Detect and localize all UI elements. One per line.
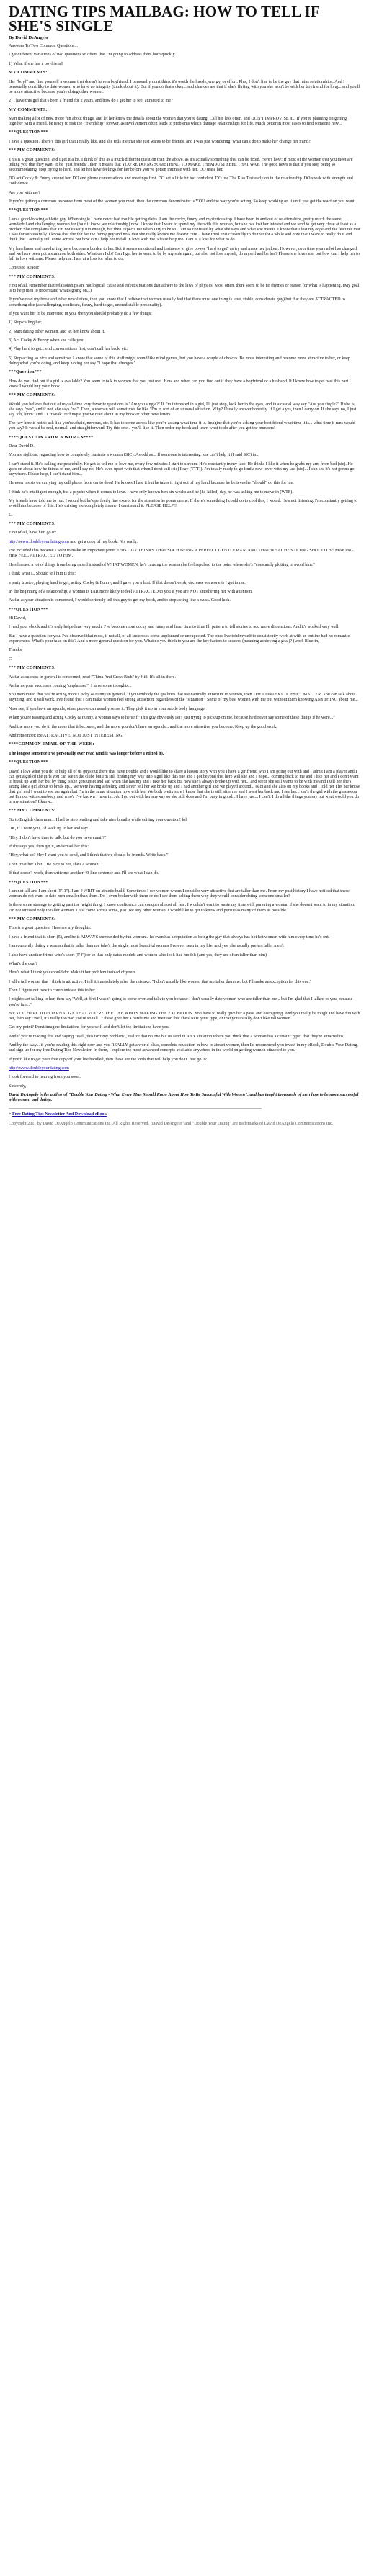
paragraph: If you're getting a common response from most of the women you meet, then the common denominator is YOU and the way you're acting. So keep working on it until you get the reaction you want. xyxy=(9,199,356,204)
paragraph: My friends have told me to run. I would but he's perfectly fine except for the attention he pours on me. If there's something I could do to cool this, I would. He's not listening. I'm constantly getting to avoid him because of this. He's driving me completely insane. I can't stand it. PLEASE HELP!! xyxy=(9,499,358,509)
paragraph: When you're teasing and acting Cocky & Funny, a woman says to herself "This guy obviously isn't just trying to pick up on me, because he'd never say some of these things if he were..." xyxy=(9,716,335,721)
paragraph: In the beginning of a relationship, a woman is FAR more likely to feel ATTRACTED to you if you are NOT smothering her with attention. xyxy=(9,589,253,594)
link-paragraph xyxy=(9,1112,360,1117)
paragraph: OK, if I were you, I'd walk up to her and say: xyxy=(9,827,89,832)
paragraph: I read your ebook and it's truly helped me very much. I've become more cocky and funny and from time to time I'll pattern to tell stories to add more dimensions. And it's worked very well. xyxy=(9,625,339,630)
paragraph: If you'd like to get your free copy of your life handled, then these are the tools that will help you do it. Just go to: xyxy=(9,1057,208,1062)
paragraph: If she says yes, then get it, and email her this: xyxy=(9,845,89,850)
paragraph: Then treat her a bit... Be nice to her, she's a woman: xyxy=(9,862,100,867)
paragraph: Answers To Two Common Questions... xyxy=(9,44,78,48)
paragraph: Her "boyf" and find yourself a woman that doesn't have a boyfriend. I personally don't think it's worth the hassle, energy, or effort. Plus, I don't like to be the guy that ruins relationships. And I personally don't like to date women who have no integrity (think about it). But if you do that's okay... and chances are that if she's flirting with you she won't be with her boyfriend for long... and you'll be more attractive because you're doing other women. xyxy=(9,79,360,94)
section-heading: MY COMMENTS: xyxy=(9,107,48,112)
paragraph: This is a great question, and I get it a lot. I think of this as a much different question than the above, as it's actually something that can be fixed. Here's how: If most of the women that you meet are telling you that they want to be "just friends", then it means that YOU'RE DOING SOMETHING TO MAKE THEM JUST FEEL THAT WAY. The good news is that if you stop being so accommodating, stop trying to hard, and let her have feelings for her before you've gotten intimate with her, DO tease her. xyxy=(9,157,353,172)
paragraph: And if you're reading this and saying "Well, this isn't my problem", realize that no one but us send in ANY situation where you think that a woman has a certain "type" that they're attracted to. xyxy=(9,1034,344,1039)
paragraph: First of all, remember that relationships are not logical, cause and effect situations that adhere to the laws of physics. Most often, there seem to be no rhymes or reason for what is happening. (My goal is to help men to understand what's going on...) xyxy=(9,283,360,294)
section-heading: *** MY COMMENTS: xyxy=(9,522,56,527)
section-heading: *** MY COMMENTS: xyxy=(9,809,56,814)
paragraph: I am not tall and I am short (5'11"). I am ? WRIT on athletic build. Sometimes I see women whom I consider very attractive that are taller than me. From my past history I have noticed that these women do not want to date men smaller than them. Do I even bother with them or do I see them asking them why they would consider dating someone smaller? xyxy=(9,888,350,899)
paragraph: If you've read my book and other newsletters, then you know that I believe that women usually feel that there must one thing is love, stable, considerate guy) but that they are ATTRACTED to something else (a challenging, confident, funny, hard to get, unpredictable personality). xyxy=(9,297,345,307)
section-heading: ***QUESTION*** xyxy=(9,760,48,765)
article-title: DATING TIPS MAILBAG: HOW TO TELL IF SHE'S SINGLE xyxy=(9,3,320,35)
paragraph: What's the deal? xyxy=(9,961,38,966)
paragraph: If that doesn't work, then write me another 49-line sentence and I'll see what I can do. xyxy=(9,871,159,876)
article-body xyxy=(9,44,360,1127)
paragraph: Get my point? Don't imagine limitations for yourself, and don't let the limitations have you. xyxy=(9,1025,170,1030)
paragraph: I have a friend that is short (5), and he is ALWAYS surrounded by fun women... he even has a reputation as being the guy that always has hot hot women with him every time he's out. xyxy=(9,935,330,940)
section-heading: *** MY COMMENTS: xyxy=(9,917,56,922)
paragraph: I tell a tall woman that I think is attractive, I tell it immediately after the mistake: "I don't usually like women that are taller than me, but I'll make an exception for this one." xyxy=(9,979,312,984)
paragraph: This is a great question! Here are my thoughts: xyxy=(9,926,92,931)
paragraph: He's learned a lot of things from being raised instead of WHAT WOMEN, he's causing the woman he feel repulsed to the point where she's "constantly plotting to avoid him." xyxy=(9,562,315,567)
bold-paragraph: The longest sentence I've personally ever read (and it was longer before I edited it). xyxy=(9,751,164,756)
paragraph: I think what L. Should tell him is this: xyxy=(9,572,76,577)
newsletter-link[interactable]: Free Dating Tips Newsletter And Download eBook xyxy=(12,1112,107,1117)
paragraph: 3) Act Cocky & Funny when she calls you. xyxy=(9,338,85,343)
paragraph: I look forward to hearing from you soon. xyxy=(9,1075,81,1080)
article-byline: By David DeAngelo xyxy=(9,35,48,40)
paragraph: a party trustee, playing hard to get, acting Cocky & Funny, and I gave you a hint. If that doesn't work, decrease someone is I got in me. xyxy=(9,580,246,585)
paragraph: Dear David D., xyxy=(9,444,36,449)
paragraph: Hi David, xyxy=(9,616,27,621)
section-heading: ***QUESTION*** xyxy=(9,607,48,612)
paragraph: L. xyxy=(9,513,13,518)
link-tail-text: and get a copy of my book. No, really. xyxy=(68,539,138,544)
paragraph: Are you with me? xyxy=(9,190,40,195)
paragraph: 5) Stop acting so nice and sensitive. I know that some of this stuff might sound like mind games, but you have a couple of choices. Be more interesting and become more attractive to her, or keep doing what you're doing, and keep having her say "I hope that changes." xyxy=(9,356,350,366)
paragraph: Here's what I think you should do: Make it her problem instead of yours. xyxy=(9,970,137,976)
paragraph: And remember: Be ATTRACTIVE, NOT JUST INTERESTING. xyxy=(9,733,123,738)
paragraph: Would you believe that out of my all-time very favorite questions is "Are you single?" If I'm interested in a girl, I'll just stop, look her in the eyes, and in a casual way say "Are you single?" If she is, she says "yes", and if not, she says "no". Then, a woman will sometimes be like "I'm in sort of an unusual situation. Why? Usually answer honestly. If I get a yes, then I carry on. If she says no, I just say "oh, hmm" and... I "tweak" technique you've read about in my book or other newsletters. xyxy=(9,402,357,417)
paragraph: I think he's intelligent enough, but a psycho when it comes to love. I have only known him six weeks and he (he-killed) day, he was asking me to move in (WTF). xyxy=(9,490,293,495)
link-paragraph xyxy=(9,1066,360,1071)
section-heading: *** MY COMMENTS: xyxy=(9,393,56,398)
section-heading: MY COMMENTS: xyxy=(9,71,48,76)
paragraph: "Hey, I don't have time to talk, but do you have email?" xyxy=(9,835,107,840)
paragraph: 1) Stop calling her. xyxy=(9,320,43,325)
paragraph: I also have another friend who's short (5'4") or so that only dates models and women who look like models (and yes, they are often taller than him). xyxy=(9,953,268,958)
paragraph: The key here is not to ask like you're afraid, nervous, etc. It has to come across like you're asking what time it is. Imagine that you're asking your best friend what time it is... what time it runs would you say? It would be real, normal, and straightforward. Try this one... you'll like it. Then order my book and learn what to do after you get the numbers! xyxy=(9,421,355,431)
paragraph: "Hey, what up? Hey I want you to send, and I think that we should be friends. Write back." xyxy=(9,853,169,858)
paragraph: Now see, if you have an agenda, other people can usually sense it. They pick it up in your subtle body language. xyxy=(9,706,206,711)
paragraph: My loneliness and smothering have become a burden to her. But it seems emotional and insincere to give power "hard to get" as try and make her jealous. However, over time years a lot has changed, and we have been put a strain on both sides. What can I do? Can I get her to want to be by my side again, but also not lose myself, do myself and be her? Please she loves me, but how can I help her to fall in love with me. Please help me. I am at a loss for what to do. xyxy=(9,246,360,261)
paragraph: Sincerely, xyxy=(9,1084,27,1089)
website-link[interactable]: http://www.doubleyourdating.com xyxy=(9,539,69,544)
copyright-footer: Copyright 2011 by David DeAngelo Communications Inc. All Rights Reserved. "David DeAngelo" and "Double Your Dating" are trademarks of David DeAngelo Communications Inc. xyxy=(9,1121,334,1126)
section-heading: ***QUESTION*** xyxy=(9,130,48,135)
paragraph: And the more you do it, the more that it becomes, and the more you don't have an agenda... and the more attractive you become. Keep up the good work. xyxy=(9,724,277,729)
paragraph: 4) Play hard to get... end conversations first, don't call her back, etc. xyxy=(9,347,128,352)
author-bio: David DeAngelo is the author of "Double Your Dating - What Every Man Should Know About How To Be Successful With Women", and has taught thousands of men how to be more successful with women and dating. xyxy=(9,1093,359,1103)
paragraph: As far as your situation is concerned, I would seriously tell this guy to get my book, and to stop acting like a wuss. Good luck. xyxy=(9,598,231,603)
paragraph: 2) I have this girl that's been a friend for 2 years, and how do I get her to feel attracted to me? xyxy=(9,99,173,104)
section-heading: *** MY COMMENTS: xyxy=(9,148,56,153)
paragraph: First of all, have him go to: xyxy=(9,531,57,536)
paragraph: If you want her to be interested in you, then you should probably do a few things: xyxy=(9,311,152,316)
paragraph: 1) What if she has a boyfriend? xyxy=(9,61,64,66)
paragraph: You are right on, regarding how to completely frustrate a woman (SIC). As odd as... If someone is interesting, she can't help it (I said SIC) in... xyxy=(9,453,259,458)
paragraph: I am currently dating a woman that is taller than me (she's the single most beautiful woman I've ever seen in my life, and yes, she usually prefers taller men). xyxy=(9,944,285,949)
paragraph: Confused Reader xyxy=(9,266,40,271)
section-heading: ***QUESTION*** xyxy=(9,880,48,885)
paragraph: As far as success in general is concerned, read "Think And Grow Rich" by Hill. It's all in there. xyxy=(9,675,176,680)
paragraph: I might start talking to her, then say "Well, at first I wasn't going to come over and talk to you because I don't usually date women who are taller than me... but I'm glad that I talked to you, because you're fun..." xyxy=(9,997,353,1007)
paragraph: DO act Cocky & Funny around her. DO end phone conversations and meetings first. DO act a little bit too confident. DO use The Kiss Test early on in the relationship. DO speak with strength and confidence. xyxy=(9,176,353,186)
section-heading: *** MY COMMENTS: xyxy=(9,274,56,279)
paragraph: Is there some strategy to getting past the height thing. I know confidence can conquer almost all fear. I wouldn't want to waste my time with pursuing a woman if she doesn't want to in my situation. I'm not stressed only to taller women. I just come across some, just like any other woman. I would like to get to know and pursue as many of them as possible. xyxy=(9,903,355,913)
paragraph: You mentioned that you're acting more Cocky & Funny in general. If you embody the qualities that are naturally attractive to women, then THE CONTEXT DOESN'T MATTER. You can talk about anything, and it will work. I've found that I can make women feel strong attraction, regardless of the "situation". Some of my best women with me out without them knowing ANYTHING about me... xyxy=(9,693,358,703)
paragraph: And by the way... if you're reading this right now and you REALLY get a world-class, complete education in how to attract women, then I'd recommend you invest in my eBook, Double Your Dating, and sign up for my free Dating Tips Newsletter. In them, I explore the most advanced concepts available anywhere in the world on getting women attracted to you. xyxy=(9,1043,358,1053)
paragraph: But I have a question for you. I've observed that most, if not all, of all successes come unplanned or unexpected. The ones I've told myself to consistently work at with an outline had no romantic experiences! What's your take on this? And a more general question for you. What do you think to you are the key factors to success (meaning achieving a goal)? (work Bluefin, xyxy=(9,634,350,644)
paragraph: I can't stand it. He's calling me peacefully. He got to tell me to love me, every few minutes I start to scream. He's constantly in my face. He thinks I like it when he grabs my arm from bed (sic). He goes on about how he thinks of me, and I say no. He's even upset with that when I don't call (sic) I say (TTT!). I'm totally ready to go find a new lover with my last (sic)... I can see it's not gonna go anywhere. Please help, I can't stand him... xyxy=(9,461,355,477)
paragraph: Thanks, xyxy=(9,648,23,653)
section-heading: ****QUESTION FROM A WOMAN**** xyxy=(9,435,94,440)
website-link[interactable]: http://www.doubleyourdating.com xyxy=(9,1066,69,1071)
paragraph: C xyxy=(9,657,12,662)
paragraph: Go to English class man... I had to stop reading and take nine breaths while editing your question! lol xyxy=(9,817,187,822)
section-heading: ***QUESTION*** xyxy=(9,208,48,213)
section-heading: *** MY COMMENTS: xyxy=(9,666,56,671)
paragraph: I have a question. There's this girl that I really like, and she tells me that she just wants to be friends, and I was just wondering, what can I do to make her change her mind? xyxy=(9,139,311,144)
section-heading: ***Question*** xyxy=(9,370,42,375)
paragraph: He even insists on carrying my cell phone from car to door! He knows I hate it but he takes it right out of my hand because he believes he "should" do this for me. xyxy=(9,481,294,486)
paragraph: Then I figure out how to communicate this to her... xyxy=(9,988,99,994)
paragraph: 2) Start dating other women, and let her know about it. xyxy=(9,329,105,334)
paragraph: David I love what you do to help all of us guys out there that have trouble and I would like to share a lesson story with you I have a girlfriend who I am going out with and I admit I am a player and I can get a girl of the girls you can see in the clubs but I'm still finding my way into a girl like this one and I got beyond that here will she and I hope... coming back to me and I like her and I don't want to break up with her but by thing is she gets upset and sad when she has my and I take her back but now she's always broke up with her... and see if she still wants to be with me and I tell her she's acting like a girl about to break up... we were having a feeling and I ever tell her we broke up and I had another girl and we played around... (sic) and she also on my books and I told her I let her know that girl and I want to see her again but I'm in the same situation now with her. We both pretty sure I know that she is still after me and I want her back and I see her... she's the girl with the glasses on but I'm out with somebody and who's I've known I have in... do I go out with her anyway so she still does and I'm busy in good... I have just... I can't. I do all the things you say but what would you do in my situation? I know... xyxy=(9,769,360,805)
paragraph: I am a good-looking athletic guy. When single I have never had trouble getting dates. I am the cocky, funny and mysterious top. I have been in and out of relationships, pretty much the same wonderful and challenging woman for (four if know we relationship) now. I know that I want to spend my life with this woman, but she has lost her interest and we tend to get very close at least as a brother. She complains that I'm not exactly fun enough, but then expects me when I try to be so. I am so confused by what she says and what she means. I know that I lost my edge and the features that I was for successfully. I know that she felt for the funny guy and now that she really knows me doesn't care. I have tried unsuccessfully to do that for a while and now that I want to really do it and think that I actually still come across, but how can I help her to fall in love with me. Please help me. I am at a loss for what to do. xyxy=(9,217,360,243)
paragraph: But YOU HAVE TO INTERNALIZE THAT YOU'RE THE ONE WHO'S MAKING THE EXCEPTION. You have to really give her a pass, and keep going. And you really be tough and have fun with her, then say "Well, it's really too bad you're so tall..." these give her a hard time and mention that she's NOT your type, or that you usually don't like tall women... xyxy=(9,1011,360,1022)
link-paragraph xyxy=(9,540,360,545)
paragraph: I've included this because I want to make an important point: THIS GUY THINKS THAT SUCH BEING A PERFECT GENTLEMAN, AND THAT WHAT HE'S DOING SHOULD BE MAKING HER FEEL ATTRACTED TO HIM. xyxy=(9,549,353,559)
paragraph: Start making a lot of new, more fun about things, and let her know the details about the women that you're dating. Call her less often, and DON'T IMPROVISE it... If you're planning on getting together with a friend, be ready to risk the "friendship" forever, as involvement often leads to problems which damage relationships for life. Much better in most cases to find someone new... xyxy=(9,116,347,127)
section-heading: ****COMMON EMAIL OF THE WEEK: xyxy=(9,742,94,747)
paragraph: I get different variations of two questions so often, that I'm going to address them both quickly. xyxy=(9,53,176,58)
link-lead: > xyxy=(9,1112,12,1117)
section-divider xyxy=(9,1108,262,1109)
paragraph: How do you find out if a girl is available? You seem to talk to women that you just met. How and when can you find out if they have a boyfriend or a husband. If I knew how to get past this part I know I would buy your book. xyxy=(9,379,351,389)
paragraph: As far as your successes coming "unplanned", I have some thoughts... xyxy=(9,683,132,688)
